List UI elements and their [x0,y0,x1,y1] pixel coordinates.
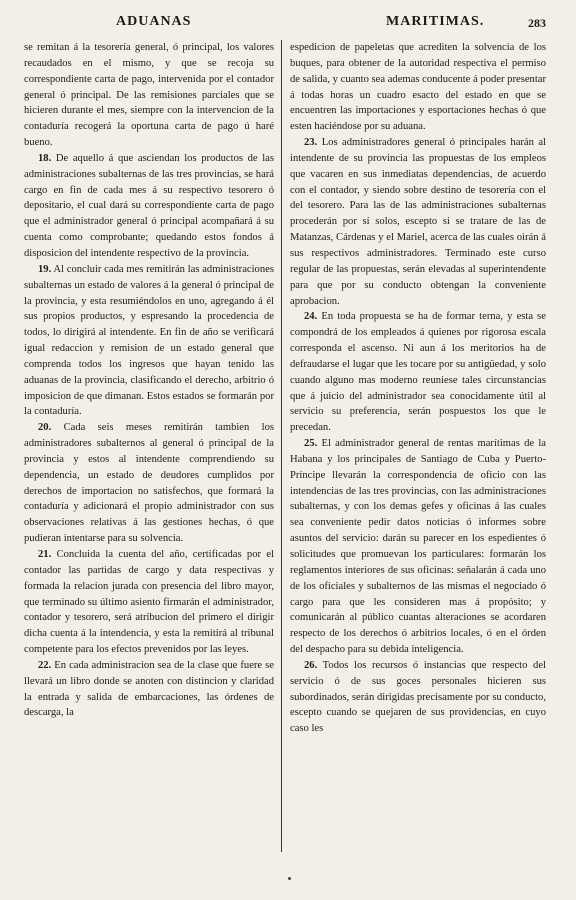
column-divider [281,40,282,852]
article-number: 23. [304,137,318,149]
article-number: 21. [38,549,52,560]
article-22: 22. En cada administracion sea de la clase que fuere se llevará un libro donde se anoten con distincion y claridad la entrada y salida de embarcaciones, las órdenes de descarga, la [24,659,274,719]
article-number: 19. [38,263,52,275]
page-number: 283 [528,16,546,30]
footer-mark [288,877,291,880]
header-left-title: ADUANAS [116,14,192,29]
article-paragraph: se remitan á la tesorería general, ó principal, los valores recaudados en el mismo, y que se recoja su correspondiente carta de pago, intervenida por el contador general ó principal. De las remisiones parciales que se hicieren durante el mes, siempre con la intervencion de la contaduría recogerá la oportuna carta de pago ú haré bueno. [24,42,274,149]
article-25: 25. El administrador general de rentas marítimas de la Habana y los principales de Santiago de Cuba y Puerto-Príncipe llevarán la correspondencia de oficio con las intendencias de las tres provincias, con las administraciones subalternas, y con los demas gefes y oficinas á las cuales sea conveniente pedir datos noticias ó informes sobre asuntos del servicio: darán su parecer en los espedientes ó solicitudes que promuevan los particulares: formarán los reglamentos interiores de sus oficinas: señalarán á cada uno de los oficiales y subalternos de las mismas el negociado ó cargo para que les consideren mas á propósito; y comunicarán al público cuantas alteraciones se acordaren respecto de los derechos ó arbitrios locales, ó en el órden del despacho para su debida inteligencia. [290,438,546,656]
header-right-title: MARITIMAS. [386,14,485,29]
article-23: 23. Los administradores general ó principales harán al intendente de su provincia las propuestas de los empleos que vacaren en sus inmediatas dependencias, de acuerdo con el contador, y siendo sobre destino de tesorería con el del tesorero. Para las de las administraciones subalternas procederán por sí solos, escepto si se tratare de las de Matanzas, Cárdenas y el Mariel, acerca de las cuales oirán á sus respectivos administradores. Terminado este curso regular de las propuestas, serán elevadas al superintendente para que por su conducto obtengan la conveniente aprobacion. [290,137,547,307]
article-21: 21. Concluida la cuenta del año, certificadas por el contador las partidas de cargo y data respectivas y formada la relacion jurada con presencia del libro mayor, que terminado su último asiento firmarán el administrador, contador y tesorero, será atribucion del primero el dirigir dicha cuenta á la intendencia, y esta la remitirá al tribunal competente para los efectos prevenidos por las leyes. [24,549,274,656]
running-header [24,14,552,36]
right-column [290,40,546,737]
article-number: 26. [304,659,318,671]
article-number: 25. [304,438,318,450]
article-18: 18. De aquello á que asciendan los productos de las administraciones subalternas de las tres provincias, se hará cargo en fin de cada mes á su respectivo tesorero ó depositario, el cual dará su correspondiente carta de pago que el administrador general ó principal acompañará á su cuenta como comprobante; quedando estos fondos á disposicion del intendente respectivo de la provincia. [24,152,274,259]
article-number: 22. [38,659,52,671]
article-paragraph: espedicion de papeletas que acrediten la solvencia de los buques, para obtener de la autoridad respectiva el permiso de salida, y cuanto sea ademas conducente á poder presentar á todas horas un cuadro esacto del estado en que se encuentren las importaciones y esportaciones hechas ó que esten haciéndose por su aduana. [290,42,546,133]
article-20: 20. Cada seis meses remitirán tambien los administradores subalternos al general ó principal de la provincia y estos al intendente comprendiendo su dependencia, un estado de deudores cumplidos por derechos de importacion no satisfechos, que formará la contaduría y adicionará el propio administrador con sus observaciones relativas á las gestiones hechas, ó que pudieran intentarse para su solvencia. [24,422,274,545]
article-number: 24. [304,311,318,323]
article-19: 19. Al concluir cada mes remitirán las administraciones subalternas un estado de valores á la general ó principal de la provincia, y esta resumiéndolos en uno, agregando á él sus propios productos, y espresando la procedencia de todos, lo dirigirá al intendente. En fin de año se verificará igual redaccion y remision de un estado general que comprenda todos los ingresos que hayan tenido las aduanas de la provincia, clasificando el derecho, arbitrio ó imposicion de que dimanan. Estos estados se formarán por la contaduría. [24,263,274,418]
article-24: 24. En toda propuesta se ha de formar terna, y esta se compondrá de los empleados á quienes por rigorosa escala corresponda el ascenso. Ni aun á los meritorios ha de defraudarse el lugar que les tocare por su antigüedad, y solo cuando alguno mas moderno reuniese tales circunstancias que á juicio del administrador sea conocidamente útil al servicio su preferencia, serán pospuestos los que le precedan. [290,311,546,434]
article-number: 18. [38,152,52,164]
left-column [24,40,274,721]
article-26: 26. Todos los recursos ó instancias que respecto del servicio ó de sus goces personales hicieren sus subordinados, serán dirigidas precisamente por su conducto, escepto cuando se quejaren de sus providencias, en cuyo caso les [290,659,546,735]
article-number: 20. [38,422,52,434]
